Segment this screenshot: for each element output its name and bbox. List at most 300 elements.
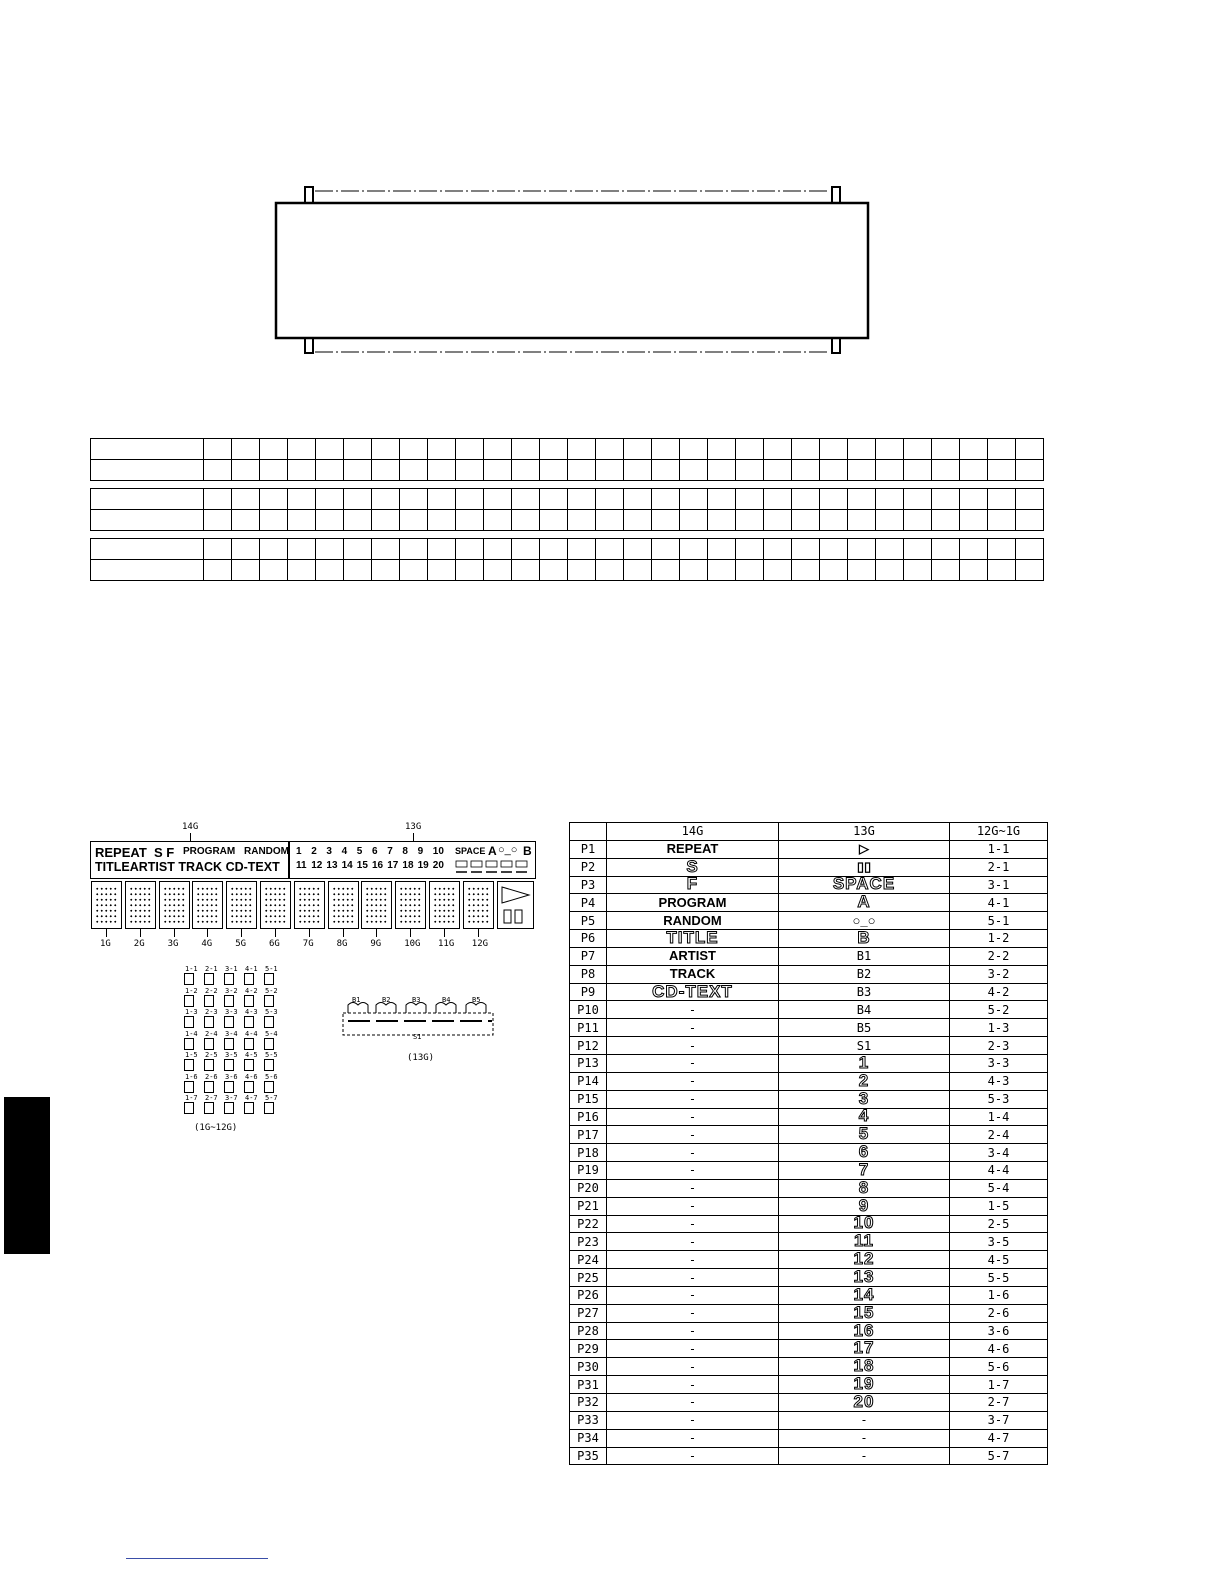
- table-cell: [607, 876, 779, 894]
- cell-text: -: [688, 1056, 697, 1071]
- table-cell: [570, 1215, 607, 1233]
- cell-text: B1: [856, 949, 872, 964]
- matrix-label: 5-4: [265, 1029, 278, 1038]
- table-cell: [570, 983, 607, 1001]
- matrix-dot: [244, 1038, 254, 1050]
- cell-text: 3-4: [987, 1145, 1010, 1160]
- table-row: [570, 1358, 1048, 1376]
- table-cell: [950, 1126, 1048, 1144]
- table-cell: [950, 1429, 1048, 1447]
- number-indicator: 16: [372, 860, 384, 871]
- cell-text: -: [688, 1002, 697, 1017]
- table-cell: [570, 1197, 607, 1215]
- table-row: [570, 1286, 1048, 1304]
- table-row: [570, 930, 1048, 948]
- table-cell: [779, 947, 950, 965]
- table-cell: [779, 1286, 950, 1304]
- cell-text: 2-7: [987, 1395, 1010, 1410]
- table-cell: [950, 1394, 1048, 1412]
- table-cell: [950, 1233, 1048, 1251]
- table-cell: [950, 1251, 1048, 1269]
- table-cell: [779, 1391, 950, 1412]
- number-indicator: 14: [341, 860, 353, 871]
- table-cell: [570, 1251, 607, 1269]
- matrix-label: 2-5: [205, 1051, 218, 1059]
- cell-text: P4: [580, 895, 596, 910]
- cell-text: P30: [577, 1359, 599, 1374]
- table-header: 14G: [607, 823, 779, 841]
- table-cell: [779, 1358, 950, 1376]
- table-cell: [607, 1411, 779, 1429]
- cell-text: 4-5: [987, 1252, 1010, 1267]
- table-cell: [570, 1179, 607, 1197]
- grid-label: 7G: [302, 939, 314, 949]
- table-row: [570, 1072, 1048, 1090]
- table-cell: [950, 1179, 1048, 1197]
- matrix-dot: [184, 995, 194, 1007]
- cell-text: 7: [858, 1159, 870, 1179]
- cell-text: 2-4: [987, 1127, 1010, 1142]
- cell-text: -: [688, 1341, 697, 1356]
- cell-text: 4-7: [987, 1431, 1010, 1446]
- matrix-dot: [184, 1059, 194, 1071]
- cell-text: -: [688, 1199, 697, 1214]
- cell-text: -: [688, 1092, 697, 1107]
- table-cell: [950, 930, 1048, 948]
- table-cell: [570, 876, 607, 894]
- cell-text: 10: [853, 1213, 875, 1233]
- cell-text: 2-5: [987, 1216, 1010, 1231]
- pin-grid-table-2: [90, 488, 1044, 531]
- cell-text: P29: [577, 1341, 599, 1356]
- table-cell: [950, 1001, 1048, 1019]
- table-cell: [779, 1108, 950, 1126]
- table-cell: [950, 1197, 1048, 1215]
- grid-tick: [140, 929, 141, 937]
- cell-text: -: [688, 1413, 697, 1428]
- table-cell: [607, 1197, 779, 1215]
- grid-label: 8G: [336, 939, 348, 949]
- table-row: [570, 1108, 1048, 1126]
- dot-matrix-digit: [125, 881, 156, 929]
- matrix-dot: [204, 1016, 214, 1028]
- matrix-label: 1-3: [185, 1008, 198, 1016]
- table-row: [570, 1322, 1048, 1340]
- table-row: [570, 1304, 1048, 1322]
- table-cell: [779, 1340, 950, 1358]
- table-cell: [950, 1269, 1048, 1287]
- table-cell: [779, 1447, 950, 1465]
- table-cell: [950, 983, 1048, 1001]
- cell-text: P21: [577, 1199, 599, 1214]
- number-indicator: 4: [341, 846, 348, 857]
- cell-text: P13: [577, 1056, 599, 1071]
- table-cell: [779, 1144, 950, 1162]
- table-row: [570, 1215, 1048, 1233]
- cell-text: P2: [580, 860, 596, 875]
- table-cell: [570, 1429, 607, 1447]
- number-indicator: 11: [296, 860, 307, 871]
- table-cell: [570, 894, 607, 912]
- table-row: [570, 1233, 1048, 1251]
- matrix-label: 1-6: [185, 1072, 198, 1081]
- cell-text: -: [688, 1020, 697, 1035]
- cell-text: P9: [580, 985, 596, 1000]
- matrix-dot: [224, 1081, 234, 1093]
- cell-text: -: [688, 1288, 697, 1303]
- cell-text: F: [686, 874, 699, 894]
- program-indicator: PROGRAM: [183, 846, 236, 857]
- cell-text: 3: [858, 1088, 870, 1108]
- table-cell: [607, 1126, 779, 1144]
- matrix-dot: [264, 1059, 274, 1071]
- table-cell: [779, 1429, 950, 1447]
- table-cell: [779, 1019, 950, 1037]
- table-cell: [607, 912, 779, 930]
- matrix-label: 3-7: [225, 1094, 238, 1102]
- b-indicator: B: [523, 844, 532, 858]
- table-cell: [570, 1162, 607, 1180]
- matrix-dot: [184, 973, 194, 985]
- cell-text: -: [688, 1038, 697, 1053]
- cd-text-indicator: CD-TEXT: [225, 860, 280, 874]
- number-indicator: 18: [402, 860, 414, 871]
- cell-text: 15: [853, 1302, 875, 1322]
- table-cell: [570, 1322, 607, 1340]
- cell-text: 5-1: [987, 913, 1010, 928]
- table-cell: [607, 894, 779, 912]
- matrix-label: 3-2: [225, 986, 238, 995]
- matrix-dot: [184, 1102, 194, 1114]
- table-cell: [570, 947, 607, 965]
- cell-text: -: [688, 1431, 697, 1446]
- table-header: 13G: [779, 823, 950, 841]
- cell-text: -: [688, 1163, 697, 1178]
- cell-text: 4: [858, 1106, 870, 1126]
- number-indicator: 8: [402, 846, 408, 857]
- matrix-label: 5-5: [265, 1051, 278, 1059]
- table-row: [570, 1162, 1048, 1180]
- cell-text: SPACE: [832, 874, 896, 894]
- matrix-dot: [244, 1016, 254, 1028]
- table-cell: [607, 947, 779, 965]
- b-segment-label: B1: [352, 996, 361, 1004]
- matrix-dot: [204, 1059, 214, 1071]
- matrix-dot: [224, 995, 234, 1007]
- cell-text: P3: [580, 877, 596, 892]
- table-cell: [950, 1286, 1048, 1304]
- table-cell: [570, 1072, 607, 1090]
- matrix-dot: [204, 995, 214, 1007]
- cell-text: 20: [853, 1391, 875, 1411]
- matrix-dot: [244, 1059, 254, 1071]
- cell-text: 1-3: [987, 1020, 1010, 1035]
- table-row: [570, 1144, 1048, 1162]
- grid-label: 9G: [370, 939, 382, 949]
- track-indicator: TRACK: [178, 860, 223, 874]
- matrix-dot: [224, 973, 234, 985]
- table-cell: [570, 1411, 607, 1429]
- cell-text: P24: [577, 1252, 599, 1267]
- matrix-label: 1-5: [185, 1051, 198, 1059]
- table-cell: [779, 1037, 950, 1055]
- table-cell: [779, 1001, 950, 1019]
- b-segment-label: B2: [382, 996, 391, 1004]
- cell-text: P23: [577, 1234, 599, 1249]
- matrix-dot: [184, 1016, 194, 1028]
- grid-tick: [410, 929, 411, 937]
- play-icon: [500, 885, 532, 925]
- cell-text: 5-7: [987, 1448, 1010, 1463]
- s1-label: S1: [413, 1033, 422, 1041]
- dot-matrix-digit: [328, 881, 359, 929]
- table-cell: [779, 1197, 950, 1215]
- cell-text: P8: [580, 967, 596, 982]
- pin-grid-table-3: [90, 538, 1044, 581]
- cell-text: 14: [853, 1284, 875, 1304]
- table-cell: [607, 1162, 779, 1180]
- group-14g-label: 14G: [182, 822, 199, 832]
- table-cell: [570, 1358, 607, 1376]
- cell-text: 1-6: [987, 1288, 1010, 1303]
- table-cell: [950, 1411, 1048, 1429]
- matrix-label: 4-2: [245, 986, 258, 995]
- matrix-label: 5-7: [265, 1094, 278, 1102]
- matrix-label: 1-7: [185, 1094, 198, 1102]
- table-cell: [570, 1090, 607, 1108]
- pause-icon: [504, 910, 511, 923]
- cell-text: 2-2: [987, 949, 1010, 964]
- matrix-dot: [204, 1081, 214, 1093]
- grid-tick: [106, 929, 107, 937]
- dot-matrix-digit: [226, 881, 257, 929]
- matrix-dot: [204, 1102, 214, 1114]
- table-cell: [607, 1233, 779, 1251]
- table-cell: [570, 1019, 607, 1037]
- table-cell: [779, 1269, 950, 1287]
- table-cell: [607, 1340, 779, 1358]
- cell-text: 19: [853, 1374, 875, 1394]
- table-header: [570, 823, 607, 841]
- matrix-dot: [204, 973, 214, 985]
- cell-text: A: [857, 892, 871, 912]
- table-cell: [779, 858, 950, 876]
- cell-text: 2-6: [987, 1306, 1010, 1321]
- title-indicator: TITLE: [95, 860, 130, 874]
- b1-b5-segment-icons: [455, 860, 533, 876]
- table-cell: [607, 1001, 779, 1019]
- table-cell: [950, 858, 1048, 876]
- table-cell: [607, 1037, 779, 1055]
- table-cell: [950, 1215, 1048, 1233]
- table-cell: [570, 1108, 607, 1126]
- table-cell: [570, 1233, 607, 1251]
- matrix-label: 2-2: [205, 986, 218, 995]
- matrix-dot: [264, 1016, 274, 1028]
- cell-text: -: [688, 1252, 697, 1267]
- table-row: [570, 1090, 1048, 1108]
- cell-text: 5: [858, 1124, 870, 1144]
- matrix-dot: [264, 995, 274, 1007]
- table-cell: [779, 1090, 950, 1108]
- matrix-dot: [184, 1038, 194, 1050]
- table-cell: [950, 1090, 1048, 1108]
- table-cell: [779, 894, 950, 912]
- table-cell: [779, 1159, 950, 1180]
- matrix-label: 2-1: [205, 965, 218, 973]
- table-row: [570, 1340, 1048, 1358]
- number-indicator: 17: [387, 860, 399, 871]
- number-indicator: 19: [417, 860, 429, 871]
- dot-matrix-digit: [429, 881, 460, 929]
- group-13g-label: 13G: [405, 822, 422, 832]
- number-indicator: 5: [356, 846, 363, 857]
- table-row: [570, 1126, 1048, 1144]
- cell-text: -: [688, 1145, 697, 1160]
- cell-text: 13: [853, 1267, 875, 1287]
- cell-text: P35: [577, 1448, 599, 1463]
- table-cell: [950, 1340, 1048, 1358]
- matrix-label: 4-7: [245, 1094, 258, 1102]
- table-cell: [607, 1179, 779, 1197]
- matrix-caption: (1G~12G): [194, 1123, 238, 1133]
- number-indicator: 15: [356, 860, 368, 871]
- grid-label: 10G: [404, 939, 421, 949]
- cell-text: 1: [858, 1052, 870, 1072]
- footer-rule: [126, 1558, 268, 1559]
- table-cell: [570, 840, 607, 858]
- matrix-dot: [264, 1102, 274, 1114]
- table-cell: [570, 1001, 607, 1019]
- grid-label: 5G: [235, 939, 247, 949]
- cell-text: 5-5: [987, 1270, 1010, 1285]
- cell-text: P31: [577, 1377, 599, 1392]
- cell-text: 1-2: [987, 931, 1010, 946]
- table-cell: [950, 1054, 1048, 1072]
- cell-text: 3-2: [987, 967, 1010, 982]
- row2-14g: [95, 860, 280, 874]
- cell-text: -: [688, 1216, 697, 1231]
- repeat-indicator: REPEAT: [95, 845, 147, 860]
- display-outline-drawing: [270, 180, 880, 360]
- number-indicator: 13: [326, 860, 338, 871]
- table-cell: [950, 965, 1048, 983]
- cell-text: ○_○: [852, 912, 876, 928]
- table-cell: [779, 1376, 950, 1394]
- s-indicator: S: [154, 845, 163, 860]
- grid-tick: [275, 929, 276, 937]
- cell-text: P22: [577, 1216, 599, 1231]
- table-cell: [570, 912, 607, 930]
- grid-label: 6G: [269, 939, 280, 949]
- table-row: [570, 965, 1048, 983]
- cell-text: 1-1: [987, 842, 1010, 857]
- cell-text: RANDOM: [663, 912, 722, 928]
- table-row: [570, 1394, 1048, 1412]
- matrix-label: 4-4: [245, 1029, 258, 1038]
- table-cell: [607, 1215, 779, 1233]
- grid-label: 2G: [133, 939, 145, 949]
- table-cell: [607, 1304, 779, 1322]
- matrix-label: 5-3: [265, 1008, 278, 1016]
- table-cell: [950, 1376, 1048, 1394]
- cell-text: 4-6: [987, 1341, 1010, 1356]
- matrix-label: 4-5: [245, 1051, 258, 1059]
- matrix-dot: [224, 1038, 234, 1050]
- cell-text: ARTIST: [669, 948, 716, 964]
- matrix-label: 3-4: [225, 1029, 238, 1038]
- table-cell: [570, 1376, 607, 1394]
- number-indicator: 1: [296, 846, 302, 857]
- table-cell: [570, 858, 607, 876]
- table-cell: [779, 1304, 950, 1322]
- cell-text: 8: [858, 1177, 870, 1197]
- cell-text: P20: [577, 1181, 599, 1196]
- cell-text: 4-3: [987, 1074, 1010, 1089]
- number-indicator: 6: [372, 846, 378, 857]
- table-cell: [779, 1233, 950, 1251]
- cell-text: -: [688, 1127, 697, 1142]
- cell-text: REPEAT: [666, 841, 719, 857]
- table-cell: [607, 840, 779, 858]
- table-cell: [950, 1447, 1048, 1465]
- cell-text: P19: [577, 1163, 599, 1178]
- a-indicator: A: [488, 844, 497, 858]
- dot-matrix-digit: [361, 881, 392, 929]
- page-side-tab: [4, 1097, 50, 1254]
- number-indicator: 20: [432, 860, 444, 871]
- table-cell: [607, 1358, 779, 1376]
- cell-text: -: [688, 1395, 697, 1410]
- dot-matrix-digit: [395, 881, 426, 929]
- cell-text: P34: [577, 1431, 599, 1446]
- table-cell: [950, 1358, 1048, 1376]
- grid-tick: [207, 929, 208, 937]
- table-cell: [570, 1447, 607, 1465]
- cell-text: P7: [580, 949, 596, 964]
- cell-text: P12: [577, 1038, 599, 1053]
- table-cell: [607, 1072, 779, 1090]
- table-cell: [607, 858, 779, 876]
- cell-text: 5-3: [987, 1092, 1010, 1107]
- cell-text: ▯▯: [856, 859, 872, 875]
- table-cell: [779, 1411, 950, 1429]
- table-cell: [607, 965, 779, 983]
- cell-text: 17: [853, 1338, 875, 1358]
- table-cell: [950, 894, 1048, 912]
- table-cell: [779, 840, 950, 858]
- table-cell: [570, 965, 607, 983]
- number-indicator: 7: [387, 846, 393, 857]
- matrix-label: 5-1: [265, 965, 278, 973]
- matrix-label: 2-4: [205, 1029, 218, 1038]
- cell-text: B3: [856, 985, 872, 1000]
- cell-text: 5-2: [987, 1002, 1010, 1017]
- cell-text: 4-2: [987, 985, 1010, 1000]
- table-row: [570, 876, 1048, 894]
- table-cell: [570, 1304, 607, 1322]
- cell-text: 18: [853, 1356, 875, 1376]
- table-cell: [950, 1162, 1048, 1180]
- number-indicator: 9: [417, 846, 424, 857]
- cell-text: 2: [858, 1070, 870, 1090]
- number-indicator: 10: [432, 846, 444, 857]
- table-cell: [779, 1126, 950, 1144]
- table-cell: [779, 876, 950, 894]
- cell-text: P28: [577, 1324, 599, 1339]
- table-cell: [950, 947, 1048, 965]
- table-row: [570, 912, 1048, 930]
